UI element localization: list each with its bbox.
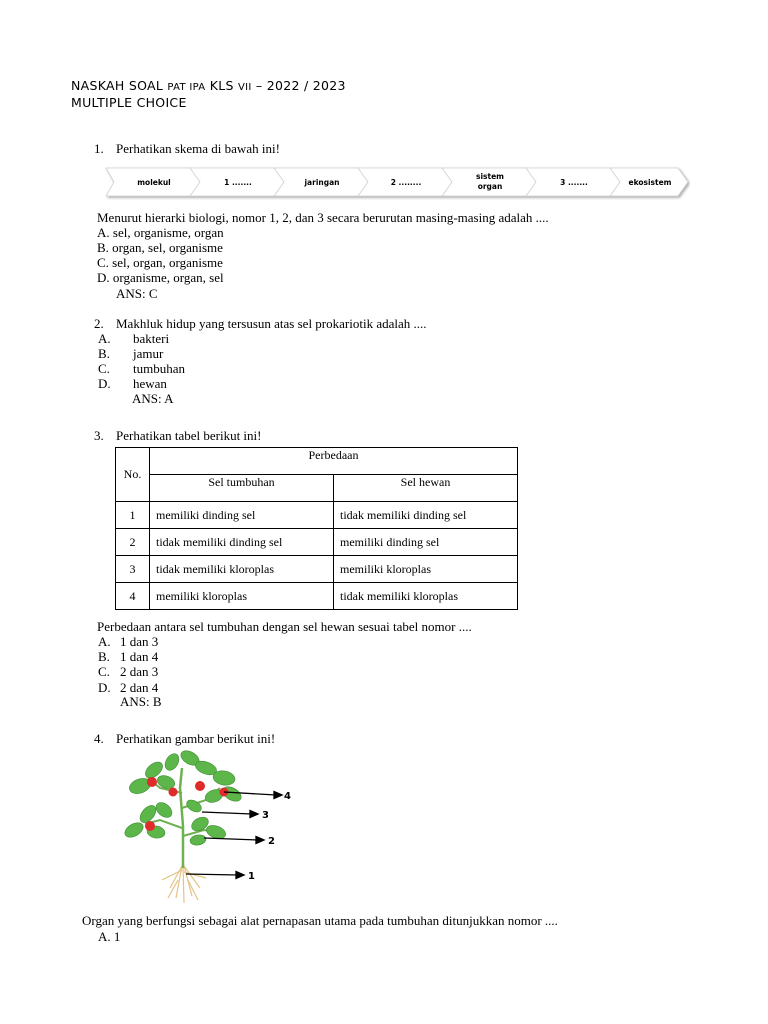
answer-option: D. organisme, organ, sel (97, 270, 224, 285)
label-2: 2 (268, 836, 275, 847)
roots (162, 866, 206, 903)
question-stem: Perbedaan antara sel tumbuhan dengan sel hewan sesuai tabel nomor .... (97, 619, 472, 634)
animal-cell: memiliki dinding sel (334, 529, 518, 556)
answer-option-letter: D. (98, 680, 111, 695)
answer-option: tumbuhan (133, 361, 185, 376)
chevron-label: organ (477, 182, 503, 191)
chevron-label: 2 ........ (390, 178, 422, 187)
table-row (116, 502, 518, 529)
plant-cell: tidak memiliki dinding sel (150, 529, 334, 556)
chevron-label: 1 ....... (224, 178, 252, 187)
answer-option: A. 1 (98, 929, 121, 944)
table-row (116, 583, 518, 610)
question-stem: Organ yang berfungsi sebagai alat pernapasan utama pada tumbuhan ditunjukkan nomor .... (82, 913, 558, 928)
question-number: 3. (94, 428, 104, 443)
answer-option: 2 dan 4 (120, 680, 159, 695)
animal-cell: tidak memiliki dinding sel (334, 502, 518, 529)
plant-diagram (120, 748, 310, 908)
table-header-animal: Sel hewan (334, 475, 518, 502)
stem (180, 768, 183, 868)
label-1: 1 (248, 871, 255, 882)
chevron-label: molekul (137, 178, 171, 187)
answer-option-letter: D. (98, 376, 111, 391)
comparison-table (115, 447, 518, 610)
answer-key: ANS: B (120, 694, 162, 709)
label-3: 3 (262, 810, 269, 821)
answer-key: ANS: C (116, 286, 158, 301)
chevron-label: 3 ....... (560, 178, 588, 187)
table-row (116, 529, 518, 556)
plant-cell: tidak memiliki kloroplas (150, 556, 334, 583)
hierarchy-chevron-diagram (104, 166, 690, 200)
table-header-group: Perbedaan (150, 448, 518, 475)
question-text: Makhluk hidup yang tersusun atas sel prokariotik adalah .... (116, 316, 427, 331)
animal-cell: tidak memiliki kloroplas (334, 583, 518, 610)
answer-option: bakteri (133, 331, 170, 346)
question-text: Perhatikan gambar berikut ini! (116, 731, 276, 746)
answer-option: 2 dan 3 (120, 664, 159, 679)
exam-subtitle: MULTIPLE CHOICE (71, 95, 187, 110)
answer-option: A. sel, organisme, organ (97, 225, 224, 240)
answer-key: ANS: A (132, 391, 174, 406)
answer-option-letter: C. (98, 361, 110, 376)
question-number: 4. (94, 731, 104, 746)
question-number: 1. (94, 141, 104, 156)
row-number: 3 (116, 556, 150, 583)
plant-cell: memiliki kloroplas (150, 583, 334, 610)
answer-option: 1 dan 4 (120, 649, 159, 664)
row-number: 1 (116, 502, 150, 529)
row-number: 4 (116, 583, 150, 610)
answer-option-letter: A. (98, 331, 111, 346)
answer-option-letter: A. (98, 634, 111, 649)
answer-option: jamur (133, 346, 164, 361)
exam-title: NASKAH SOAL PAT IPA KLS VII – 2022 / 2023 (71, 78, 346, 93)
answer-option-letter: B. (98, 649, 110, 664)
question-number: 2. (94, 316, 104, 331)
answer-option: C. sel, organ, organisme (97, 255, 223, 270)
table-row (116, 556, 518, 583)
table-header-no: No. (116, 448, 150, 502)
plant-cell: memiliki dinding sel (150, 502, 334, 529)
question-text: Perhatikan skema di bawah ini! (116, 141, 280, 156)
row-number: 2 (116, 529, 150, 556)
answer-option-letter: B. (98, 346, 110, 361)
chevron-label: sistem (476, 172, 504, 181)
chevron-label: ekosistem (628, 178, 672, 187)
chevron-label: jaringan (304, 178, 340, 187)
table-header-plant: Sel tumbuhan (150, 475, 334, 502)
answer-option: 1 dan 3 (120, 634, 159, 649)
label-4: 4 (284, 791, 291, 802)
question-text: Perhatikan tabel berikut ini! (116, 428, 262, 443)
question-stem: Menurut hierarki biologi, nomor 1, 2, dan 3 secara berurutan masing-masing adalah .... (97, 210, 549, 225)
answer-option: B. organ, sel, organisme (97, 240, 223, 255)
answer-option-letter: C. (98, 664, 110, 679)
answer-option: hewan (133, 376, 167, 391)
animal-cell: memiliki kloroplas (334, 556, 518, 583)
